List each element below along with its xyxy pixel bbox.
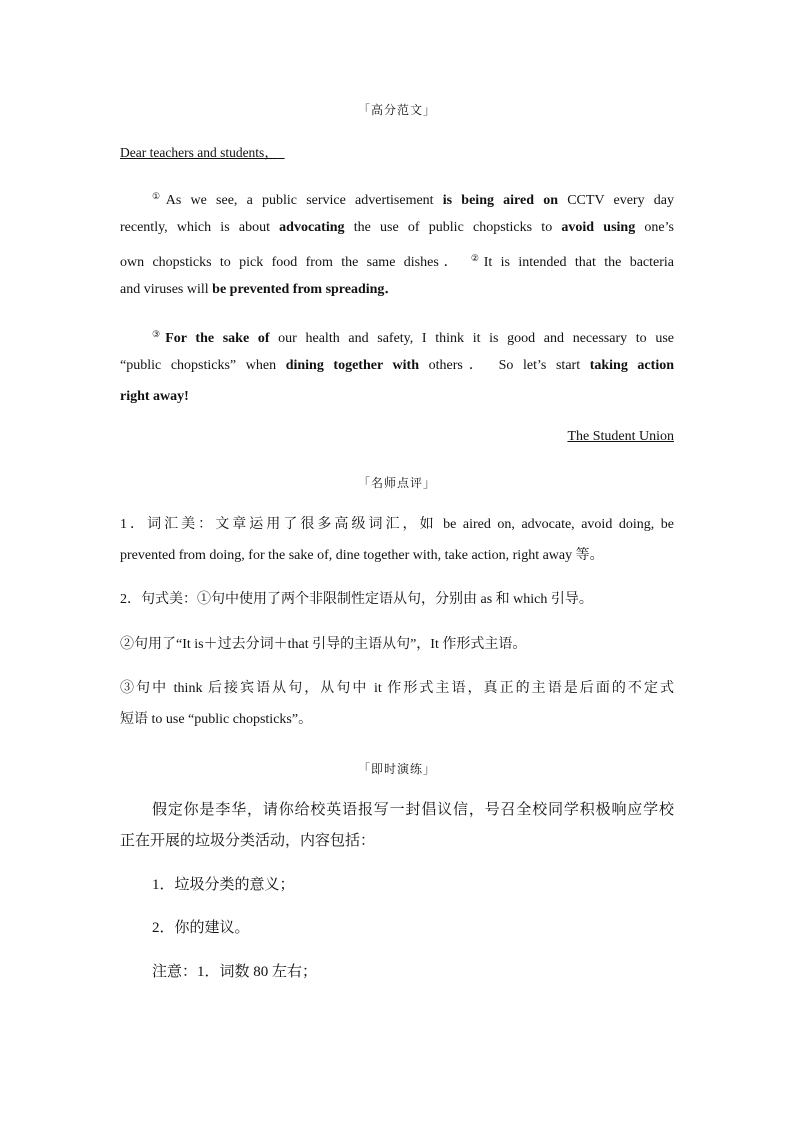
letter-p1-line4 (120, 274, 674, 305)
text-run: recently, which is about (120, 220, 280, 235)
highlight-phrase: avoid using (561, 220, 636, 235)
salutation-underline-tail (278, 145, 285, 160)
highlight-phrase: taking action (589, 358, 674, 373)
text-run: own chopsticks to pick food from the same dishes． (120, 255, 471, 270)
text-run: and viruses will (120, 282, 213, 297)
comment-2-line4: 短语 to use “public chopsticks”。 (120, 712, 313, 727)
text-run: It is intended that the bacteria (483, 255, 674, 270)
circled-number-3: ③ (152, 329, 166, 339)
comment-2-line3: ③句中 think 后接宾语从句，从句中 it 作形式主语，真正的主语是后面的不定式 (120, 681, 674, 696)
comment-2-line1: 2．句式美：①句中使用了两个非限制性定语从句，分别由 as 和 which 引导。 (120, 592, 593, 607)
document-page (120, 0, 674, 1123)
text-run: the use of public chopsticks to (344, 220, 562, 235)
letter-p2-line2 (120, 350, 674, 381)
practice-heading: 「即时演练」 (357, 762, 436, 776)
highlight-phrase: For the sake of (165, 331, 270, 346)
practice-note: 注意：1．词数 80 左右； (152, 964, 318, 980)
model-essay-heading: 「高分范文」 (357, 103, 436, 117)
practice-item-1: 1．垃圾分类的意义； (152, 877, 295, 893)
practice-item-2: 2．你的建议。 (152, 920, 250, 936)
signature-text: The Student Union (567, 429, 674, 444)
salutation-text: Dear teachers and students， (120, 145, 278, 160)
letter-p2-line1 (152, 319, 674, 354)
text-run: As we see, a public service advertisement (165, 193, 443, 208)
highlight-phrase: be prevented from spreading (212, 282, 385, 297)
comment-1-line2: prevented from doing, for the sake of, dine together with, take action, right away 等。 (120, 548, 604, 563)
comment-1-line1: 1．词汇美：文章运用了很多高级词汇，如 be aired on, advocate, avoid doing, be (120, 517, 674, 532)
text-run: our health and safety, I think it is good and necessary to use (269, 331, 674, 346)
highlight-phrase: advocating (279, 220, 345, 235)
comment-2-line2: ②句用了“It is＋过去分词＋that 引导的主语从句”，It 作形式主语。 (120, 637, 527, 652)
letter-p2-line3: right away! (120, 389, 189, 404)
text-run: one’s (635, 220, 674, 235)
text-run: “public chopsticks” when (120, 358, 286, 373)
highlight-phrase: dining together with (285, 358, 419, 373)
circled-number-2: ② (470, 253, 484, 263)
highlight-phrase: is being aired on (442, 193, 559, 208)
text-run: CCTV every day (558, 193, 674, 208)
circled-number-1: ① (152, 191, 166, 201)
text-run: ． (384, 282, 399, 297)
letter-salutation (120, 137, 674, 168)
teacher-comment-heading: 「名师点评」 (357, 476, 436, 490)
practice-prompt-line1: 假定你是李华，请你给校英语报写一封倡议信，号召全校同学积极响应学校 (152, 802, 674, 818)
letter-signature (120, 421, 674, 452)
text-run: others． So let’s start (419, 358, 590, 373)
letter-p1-line1 (152, 181, 674, 216)
practice-prompt-line2: 正在开展的垃圾分类活动，内容包括： (120, 833, 376, 849)
letter-p1-line3 (120, 243, 674, 278)
letter-p1-line2 (120, 212, 674, 243)
